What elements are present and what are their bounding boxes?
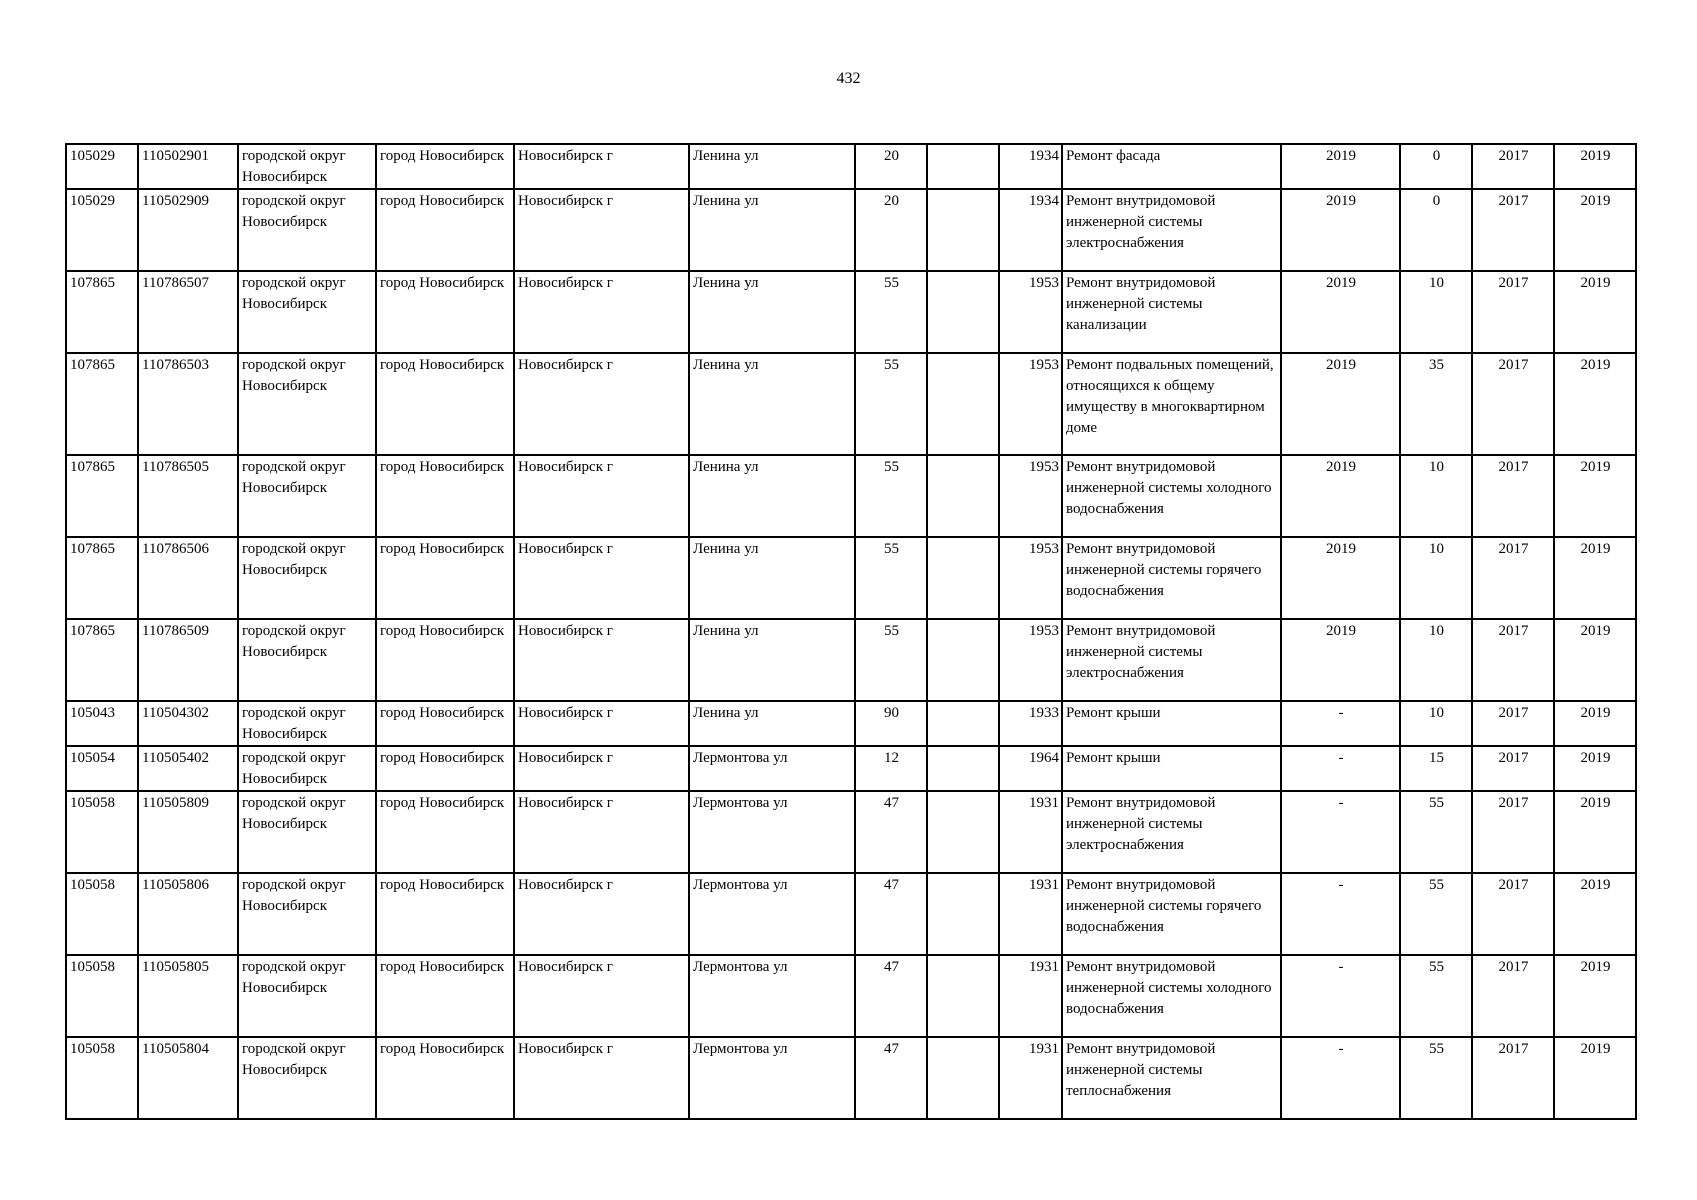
cell-plan-from: 2017 [1472, 271, 1554, 353]
cell-building [927, 619, 999, 701]
cell-city: Новосибирск г [514, 1037, 689, 1119]
cell-plan-to: 2019 [1554, 873, 1636, 955]
cell-year-done: 2019 [1281, 619, 1400, 701]
cell-plan-to: 2019 [1554, 455, 1636, 537]
cell-year: 1953 [999, 619, 1062, 701]
cell-id: 107865 [66, 353, 138, 455]
cell-work: Ремонт внутридомовой инженерной системы электроснабжения [1062, 189, 1281, 271]
cell-street: Ленина ул [689, 455, 855, 537]
table-row [66, 537, 1636, 619]
cell-building [927, 873, 999, 955]
table-row [66, 746, 1636, 791]
cell-building [927, 1037, 999, 1119]
cell-wear: 55 [1400, 791, 1472, 873]
cell-plan-from: 2017 [1472, 701, 1554, 746]
cell-house: 20 [855, 189, 927, 271]
cell-city: Новосибирск г [514, 353, 689, 455]
table-row [66, 955, 1636, 1037]
cell-year-done: 2019 [1281, 353, 1400, 455]
cell-settlement: город Новосибирск [376, 873, 514, 955]
cell-street: Лермонтова ул [689, 873, 855, 955]
cell-city: Новосибирск г [514, 271, 689, 353]
cell-house: 47 [855, 1037, 927, 1119]
cell-id: 105054 [66, 746, 138, 791]
cell-settlement: город Новосибирск [376, 619, 514, 701]
cell-year-done: 2019 [1281, 537, 1400, 619]
cell-plan-from: 2017 [1472, 955, 1554, 1037]
cell-id: 105058 [66, 955, 138, 1037]
cell-wear: 55 [1400, 1037, 1472, 1119]
cell-code: 110502909 [138, 189, 238, 271]
cell-plan-to: 2019 [1554, 271, 1636, 353]
table-row [66, 271, 1636, 353]
table-row [66, 701, 1636, 746]
cell-year: 1931 [999, 873, 1062, 955]
cell-house: 55 [855, 455, 927, 537]
cell-id: 107865 [66, 537, 138, 619]
cell-wear: 10 [1400, 619, 1472, 701]
table-row [66, 455, 1636, 537]
cell-city: Новосибирск г [514, 189, 689, 271]
cell-building [927, 353, 999, 455]
cell-district: городской округ Новосибирск [238, 791, 376, 873]
cell-house: 55 [855, 619, 927, 701]
cell-city: Новосибирск г [514, 701, 689, 746]
cell-year: 1931 [999, 1037, 1062, 1119]
cell-plan-from: 2017 [1472, 353, 1554, 455]
cell-work: Ремонт крыши [1062, 746, 1281, 791]
cell-work: Ремонт внутридомовой инженерной системы горячего водоснабжения [1062, 537, 1281, 619]
table-row [66, 873, 1636, 955]
cell-building [927, 144, 999, 189]
cell-year-done: 2019 [1281, 189, 1400, 271]
cell-id: 105058 [66, 1037, 138, 1119]
cell-city: Новосибирск г [514, 455, 689, 537]
cell-settlement: город Новосибирск [376, 353, 514, 455]
cell-district: городской округ Новосибирск [238, 271, 376, 353]
cell-plan-from: 2017 [1472, 189, 1554, 271]
cell-district: городской округ Новосибирск [238, 701, 376, 746]
cell-street: Ленина ул [689, 701, 855, 746]
cell-settlement: город Новосибирск [376, 791, 514, 873]
cell-settlement: город Новосибирск [376, 1037, 514, 1119]
cell-id: 105058 [66, 791, 138, 873]
cell-year-done: 2019 [1281, 144, 1400, 189]
cell-street: Ленина ул [689, 353, 855, 455]
cell-work: Ремонт внутридомовой инженерной системы электроснабжения [1062, 619, 1281, 701]
cell-year: 1934 [999, 144, 1062, 189]
cell-district: городской округ Новосибирск [238, 619, 376, 701]
cell-city: Новосибирск г [514, 791, 689, 873]
cell-district: городской округ Новосибирск [238, 746, 376, 791]
cell-wear: 55 [1400, 955, 1472, 1037]
cell-plan-from: 2017 [1472, 455, 1554, 537]
cell-code: 110504302 [138, 701, 238, 746]
cell-plan-from: 2017 [1472, 619, 1554, 701]
cell-street: Ленина ул [689, 537, 855, 619]
cell-plan-to: 2019 [1554, 955, 1636, 1037]
cell-year-done: - [1281, 955, 1400, 1037]
cell-city: Новосибирск г [514, 144, 689, 189]
cell-year: 1931 [999, 791, 1062, 873]
cell-wear: 10 [1400, 537, 1472, 619]
table-row [66, 1037, 1636, 1119]
cell-plan-to: 2019 [1554, 619, 1636, 701]
cell-year-done: - [1281, 1037, 1400, 1119]
cell-street: Ленина ул [689, 271, 855, 353]
cell-house: 47 [855, 955, 927, 1037]
cell-house: 55 [855, 537, 927, 619]
cell-code: 110786507 [138, 271, 238, 353]
page-number: 432 [836, 70, 861, 87]
cell-district: городской округ Новосибирск [238, 189, 376, 271]
cell-city: Новосибирск г [514, 873, 689, 955]
cell-settlement: город Новосибирск [376, 701, 514, 746]
cell-id: 107865 [66, 619, 138, 701]
cell-wear: 10 [1400, 701, 1472, 746]
cell-code: 110505804 [138, 1037, 238, 1119]
cell-district: городской округ Новосибирск [238, 455, 376, 537]
cell-street: Ленина ул [689, 144, 855, 189]
cell-plan-to: 2019 [1554, 144, 1636, 189]
cell-work: Ремонт фасада [1062, 144, 1281, 189]
cell-wear: 0 [1400, 189, 1472, 271]
cell-district: городской округ Новосибирск [238, 955, 376, 1037]
cell-work: Ремонт внутридомовой инженерной системы канализации [1062, 271, 1281, 353]
cell-district: городской округ Новосибирск [238, 1037, 376, 1119]
cell-id: 105029 [66, 144, 138, 189]
cell-plan-to: 2019 [1554, 189, 1636, 271]
cell-year: 1933 [999, 701, 1062, 746]
cell-plan-from: 2017 [1472, 144, 1554, 189]
cell-code: 110786509 [138, 619, 238, 701]
cell-house: 12 [855, 746, 927, 791]
cell-wear: 55 [1400, 873, 1472, 955]
cell-settlement: город Новосибирск [376, 189, 514, 271]
cell-settlement: город Новосибирск [376, 746, 514, 791]
cell-work: Ремонт крыши [1062, 701, 1281, 746]
cell-wear: 15 [1400, 746, 1472, 791]
cell-year: 1953 [999, 455, 1062, 537]
cell-id: 107865 [66, 455, 138, 537]
cell-street: Ленина ул [689, 189, 855, 271]
cell-settlement: город Новосибирск [376, 537, 514, 619]
cell-work: Ремонт внутридомовой инженерной системы электроснабжения [1062, 791, 1281, 873]
cell-house: 55 [855, 353, 927, 455]
table-row [66, 791, 1636, 873]
cell-id: 107865 [66, 271, 138, 353]
cell-settlement: город Новосибирск [376, 144, 514, 189]
cell-house: 20 [855, 144, 927, 189]
cell-plan-from: 2017 [1472, 1037, 1554, 1119]
cell-building [927, 189, 999, 271]
cell-street: Ленина ул [689, 619, 855, 701]
cell-year-done: 2019 [1281, 455, 1400, 537]
cell-wear: 10 [1400, 271, 1472, 353]
cell-code: 110505809 [138, 791, 238, 873]
cell-house: 90 [855, 701, 927, 746]
cell-code: 110786505 [138, 455, 238, 537]
cell-work: Ремонт внутридомовой инженерной системы холодного водоснабжения [1062, 455, 1281, 537]
cell-work: Ремонт внутридомовой инженерной системы холодного водоснабжения [1062, 955, 1281, 1037]
cell-building [927, 537, 999, 619]
cell-city: Новосибирск г [514, 619, 689, 701]
cell-district: городской округ Новосибирск [238, 144, 376, 189]
cell-wear: 0 [1400, 144, 1472, 189]
cell-plan-from: 2017 [1472, 746, 1554, 791]
cell-street: Лермонтова ул [689, 791, 855, 873]
cell-plan-to: 2019 [1554, 1037, 1636, 1119]
cell-street: Лермонтова ул [689, 746, 855, 791]
cell-wear: 10 [1400, 455, 1472, 537]
cell-street: Лермонтова ул [689, 1037, 855, 1119]
cell-year: 1953 [999, 353, 1062, 455]
cell-district: городской округ Новосибирск [238, 873, 376, 955]
cell-id: 105058 [66, 873, 138, 955]
table-row [66, 619, 1636, 701]
cell-building [927, 701, 999, 746]
cell-street: Лермонтова ул [689, 955, 855, 1037]
cell-plan-to: 2019 [1554, 746, 1636, 791]
cell-year-done: - [1281, 701, 1400, 746]
cell-year-done: - [1281, 791, 1400, 873]
cell-house: 47 [855, 791, 927, 873]
cell-code: 110786506 [138, 537, 238, 619]
cell-year: 1934 [999, 189, 1062, 271]
cell-wear: 35 [1400, 353, 1472, 455]
cell-plan-to: 2019 [1554, 701, 1636, 746]
cell-year: 1931 [999, 955, 1062, 1037]
cell-city: Новосибирск г [514, 955, 689, 1037]
cell-building [927, 455, 999, 537]
cell-settlement: город Новосибирск [376, 271, 514, 353]
cell-year-done: - [1281, 873, 1400, 955]
cell-house: 55 [855, 271, 927, 353]
cell-id: 105029 [66, 189, 138, 271]
cell-code: 110505402 [138, 746, 238, 791]
cell-building [927, 746, 999, 791]
cell-year: 1953 [999, 537, 1062, 619]
cell-year: 1964 [999, 746, 1062, 791]
cell-district: городской округ Новосибирск [238, 353, 376, 455]
table-row [66, 353, 1636, 455]
cell-plan-from: 2017 [1472, 791, 1554, 873]
cell-code: 110786503 [138, 353, 238, 455]
repair-program-table [65, 143, 1637, 1120]
cell-house: 47 [855, 873, 927, 955]
cell-year: 1953 [999, 271, 1062, 353]
cell-plan-from: 2017 [1472, 873, 1554, 955]
cell-settlement: город Новосибирск [376, 955, 514, 1037]
cell-settlement: город Новосибирск [376, 455, 514, 537]
cell-work: Ремонт подвальных помещений, относящихся к общему имуществу в многоквартирном доме [1062, 353, 1281, 455]
cell-district: городской округ Новосибирск [238, 537, 376, 619]
cell-work: Ремонт внутридомовой инженерной системы горячего водоснабжения [1062, 873, 1281, 955]
table-body [66, 144, 1636, 1119]
cell-year-done: - [1281, 746, 1400, 791]
table-row [66, 144, 1636, 189]
cell-id: 105043 [66, 701, 138, 746]
cell-year-done: 2019 [1281, 271, 1400, 353]
cell-building [927, 271, 999, 353]
cell-city: Новосибирск г [514, 537, 689, 619]
cell-plan-to: 2019 [1554, 791, 1636, 873]
cell-work: Ремонт внутридомовой инженерной системы теплоснабжения [1062, 1037, 1281, 1119]
cell-plan-from: 2017 [1472, 537, 1554, 619]
cell-code: 110505806 [138, 873, 238, 955]
cell-plan-to: 2019 [1554, 537, 1636, 619]
cell-code: 110505805 [138, 955, 238, 1037]
cell-city: Новосибирск г [514, 746, 689, 791]
cell-building [927, 791, 999, 873]
table-row [66, 189, 1636, 271]
cell-plan-to: 2019 [1554, 353, 1636, 455]
cell-code: 110502901 [138, 144, 238, 189]
cell-building [927, 955, 999, 1037]
